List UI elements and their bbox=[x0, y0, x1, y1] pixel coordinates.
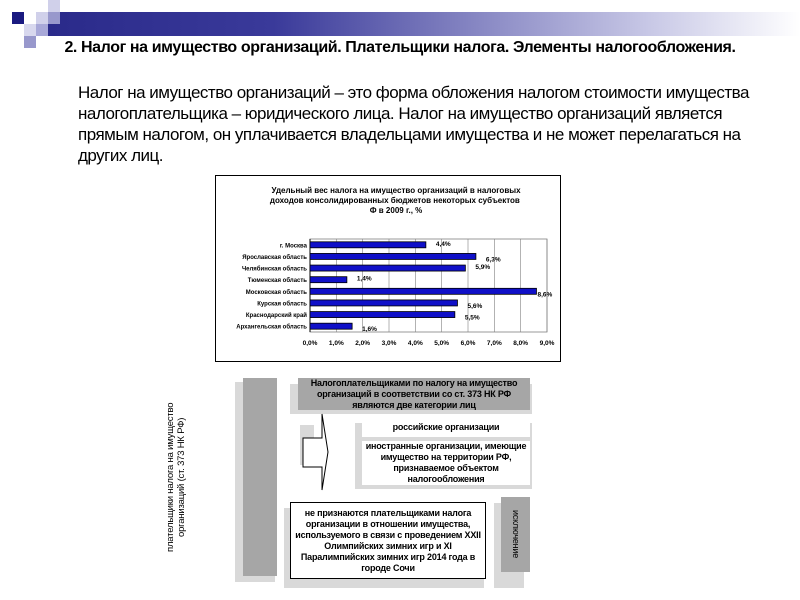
x-tick-label: 3,0% bbox=[381, 340, 397, 347]
data-label: 5,9% bbox=[475, 264, 491, 272]
category-label: Тюменская область bbox=[247, 278, 307, 285]
chart-frame bbox=[215, 175, 561, 362]
decor-square bbox=[48, 12, 60, 24]
x-tick-label: 7,0% bbox=[486, 340, 502, 347]
category-russian bbox=[362, 418, 530, 437]
payers-label: плательщики налога на имущество организаций (ст. 373 НК РФ) bbox=[165, 402, 187, 552]
bar bbox=[310, 312, 455, 318]
decor-square bbox=[24, 36, 36, 48]
x-tick-label: 0,0% bbox=[302, 340, 318, 347]
data-label: 5,6% bbox=[467, 302, 483, 310]
category-label: Ярославская область bbox=[242, 254, 307, 261]
decor-square bbox=[36, 24, 48, 36]
x-tick-label: 5,0% bbox=[434, 340, 450, 347]
data-label: 1,4% bbox=[356, 275, 372, 283]
category-russian-text: российские организации bbox=[392, 422, 500, 432]
x-tick-label: 8,0% bbox=[513, 340, 529, 347]
data-label: 5,5% bbox=[464, 314, 480, 322]
bar bbox=[310, 253, 476, 259]
bar-chart bbox=[216, 176, 562, 363]
x-tick-label: 4,0% bbox=[407, 340, 423, 347]
bar bbox=[310, 265, 465, 271]
exception-box bbox=[290, 502, 486, 579]
category-label: Курская область bbox=[257, 301, 307, 308]
x-tick-label: 9,0% bbox=[539, 340, 555, 347]
payers-label-box bbox=[165, 378, 277, 576]
top-definition-text: Налогоплательщиками по налогу на имущество организаций в соответствии со ст. 373 НК РФ являются две категории лиц bbox=[310, 377, 518, 410]
exception-label: исключение bbox=[511, 510, 521, 559]
arrow-right-icon bbox=[300, 412, 334, 494]
x-tick-label: 1,0% bbox=[328, 340, 344, 347]
category-label: Краснодарский край bbox=[245, 313, 307, 320]
category-label: Челябинская область bbox=[241, 266, 307, 273]
decor-square bbox=[48, 0, 60, 12]
x-tick-label: 6,0% bbox=[460, 340, 476, 347]
page-title: 2. Налог на имущество организаций. Плательщики налога. Элементы налогообложения. bbox=[64, 39, 736, 56]
category-label: Архангельская область bbox=[236, 324, 307, 331]
top-definition-box bbox=[298, 378, 530, 410]
category-label: г. Москва bbox=[279, 243, 307, 250]
plot-area bbox=[310, 239, 547, 332]
decor-square bbox=[12, 12, 24, 24]
decor-square bbox=[24, 24, 36, 36]
bar bbox=[310, 242, 426, 248]
x-tick-label: 2,0% bbox=[355, 340, 371, 347]
bar bbox=[310, 288, 536, 294]
bar bbox=[310, 300, 457, 306]
decor-square bbox=[36, 12, 48, 24]
category-foreign-text: иностранные организации, имеющие имущество на территории РФ, признаваемое объектом налогообложения bbox=[365, 441, 527, 484]
chart-title: Удельный вес налога на имущество организаций в налоговых доходов консолидированных бюджетов некоторых субъектов Ф в 2009 г., % bbox=[269, 186, 523, 215]
data-label: 4,4% bbox=[435, 240, 451, 248]
intro-paragraph: Налог на имущество организаций – это форма обложения налогом стоимости имущества налогоплательщика – юридического лица. Налог на имущество организаций является прямым налогом, он уплачивается владельцами имущества и не может перелагаться на других лиц. bbox=[78, 83, 749, 165]
data-label: 6,3% bbox=[485, 256, 501, 264]
category-label: Московская область bbox=[245, 289, 307, 296]
exception-text: не признаются плательщиками налога организации в отношении имущества, используемого в связи с проведением XXII Олимпийских зимних игр и XI Паралимпийских зимних игр 2014 года в городе Сочи bbox=[295, 507, 481, 573]
header-gradient-bar bbox=[48, 12, 800, 36]
data-label: 8,6% bbox=[537, 291, 553, 299]
data-label: 1,6% bbox=[362, 326, 377, 334]
exception-label-box bbox=[501, 497, 530, 572]
bar bbox=[310, 323, 352, 329]
bar bbox=[310, 277, 347, 283]
category-foreign bbox=[362, 441, 530, 485]
